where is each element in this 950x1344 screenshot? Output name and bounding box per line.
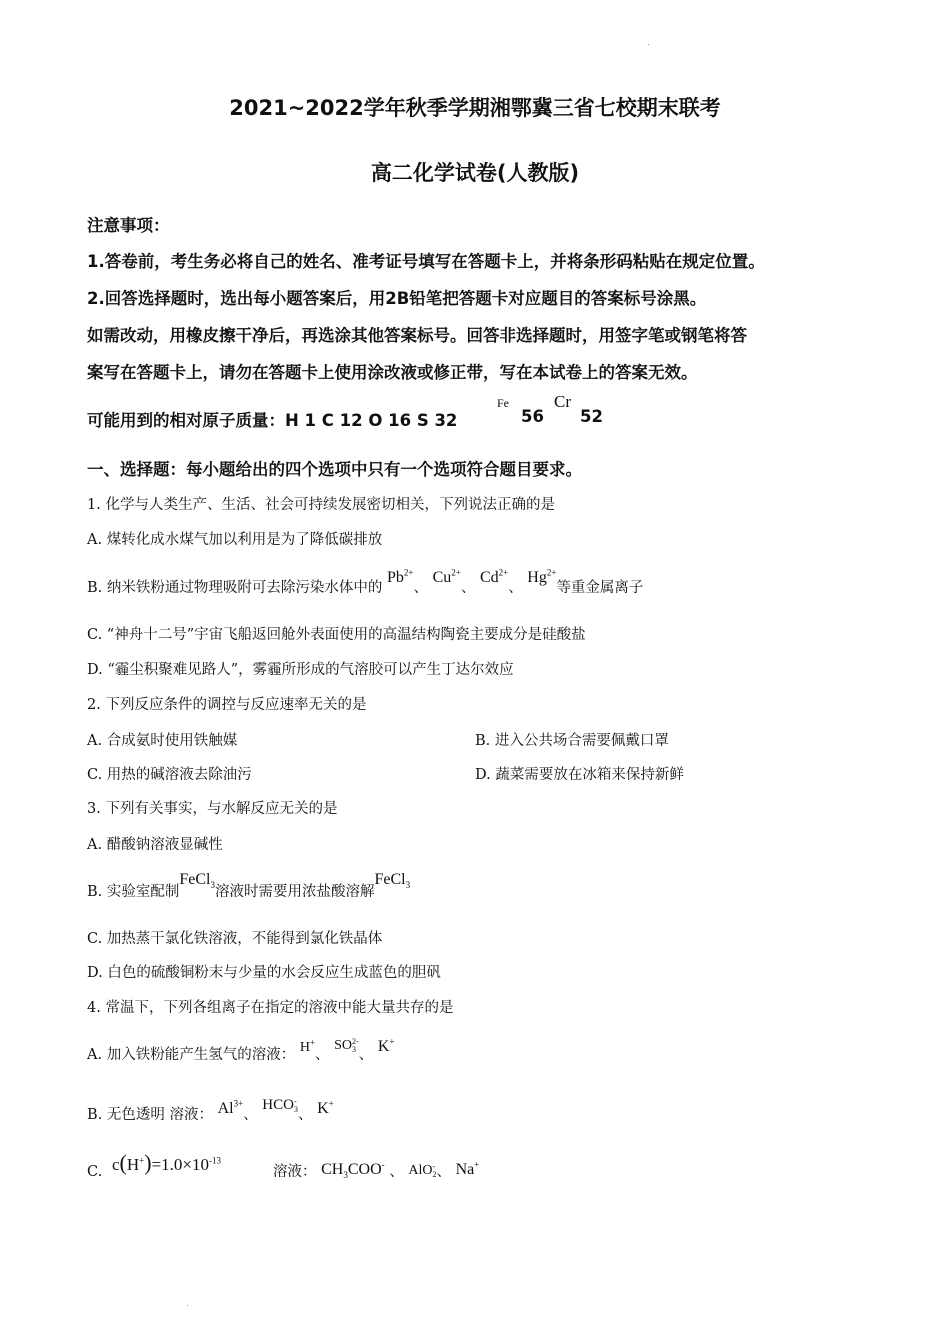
- ion-ch3coo: $CH_3COO^-$: [321, 1159, 385, 1181]
- q2-stem: 2. 下列反应条件的调控与反应速率无关的是: [87, 697, 367, 713]
- formula-fecl3: FeCl$_3$: [179, 871, 215, 891]
- exam-subtitle: 高二化学试卷(人教版): [370, 161, 580, 185]
- ion-al: $Al^{3+}$: [217, 1098, 244, 1117]
- q4-option-b: B. 无色透明 溶液： $Al^{3+}$、 HCO- 3、 K+: [87, 1096, 334, 1123]
- q2-option-a: A. 合成氨时使用铁触媒: [87, 733, 238, 749]
- q1-stem: 1. 化学与人类生产、生活、社会可持续发展密切相关，下列说法正确的是: [87, 497, 555, 513]
- section-1-heading: 一、选择题：每小题给出的四个选项中只有一个选项符合题目要求。: [87, 460, 582, 479]
- q3-option-c: C. 加热蒸干氯化铁溶液，不能得到氯化铁晶体: [87, 931, 383, 947]
- q3-option-b: B. 实验室配制FeCl$_3$溶液时需要用浓盐酸溶解FeCl$_3$: [87, 871, 411, 900]
- ion-so3: SO2- 3: [334, 1036, 359, 1054]
- notes-item-2-cont-1: 如需改动，用橡皮擦干净后，再选涂其他答案标号。回答非选择题时，用签字笔或钢笔将答: [87, 326, 747, 345]
- ion-hg: $Hg^{2+}$: [527, 567, 557, 586]
- exam-title: 2021~2022学年秋季学期湘鄂冀三省七校期末联考: [229, 96, 721, 120]
- atomic-mass-label: 可能用到的相对原子质量：H 1 C 12 O 16 S 32: [87, 411, 458, 430]
- atomic-mass-cr-value: 52: [580, 407, 603, 426]
- atomic-mass-cr-symbol: Cr: [554, 392, 571, 411]
- ion-pb: $Pb^{2+}$: [386, 567, 414, 586]
- q4-stem: 4. 常温下，下列各组离子在指定的溶液中能大量共存的是: [87, 1000, 454, 1016]
- speck: [187, 1305, 188, 1306]
- q1-option-c: C. “神舟十二号”宇宙飞船返回舱外表面使用的高温结构陶瓷主要成分是硅酸盐: [87, 627, 586, 643]
- notes-item-1: 1.答卷前，考生务必将自己的姓名、准考证号填写在答题卡上，并将条形码粘贴在规定位置。: [87, 252, 765, 271]
- q2-option-c: C. 用热的碱溶液去除油污: [87, 767, 252, 783]
- ion-k: K+: [317, 1098, 334, 1117]
- formula-fecl3: FeCl$_3$: [374, 871, 411, 891]
- q3-option-d: D. 白色的硫酸铜粉末与少量的水会反应生成蓝色的胆矾: [87, 965, 441, 981]
- ion-cu: $Cu^{2+}$: [432, 567, 461, 586]
- ion-na: Na+: [455, 1159, 480, 1178]
- ion-hco3: HCO- 3: [262, 1096, 298, 1114]
- ion-h: H+: [299, 1037, 316, 1055]
- atomic-mass-fe-value: 56: [521, 407, 544, 426]
- ion-alo2: AlO- 2: [408, 1161, 437, 1179]
- q1-option-b: B. 纳米铁粉通过物理吸附可去除污染水体中的 $Pb^{2+}$、 $Cu^{2+}$、 $Cd^{2+}$、 $Hg^{2+}$等重金属离子: [87, 567, 644, 596]
- q4-option-c-label: C.: [87, 1164, 103, 1180]
- q1-option-a: A. 煤转化成水煤气加以利用是为了降低碳排放: [87, 532, 383, 548]
- ion-k: K+: [377, 1036, 395, 1055]
- q4-option-c: 溶液： $CH_3COO^-$ 、 AlO- 2、 Na+: [273, 1159, 480, 1181]
- notes-item-2-cont-2: 案写在答题卡上，请勿在答题卡上使用涂改液或修正带，写在本试卷上的答案无效。: [87, 363, 698, 382]
- notes-heading: 注意事项：: [87, 216, 170, 235]
- q3-stem: 3. 下列有关事实，与水解反应无关的是: [87, 801, 338, 817]
- speck: [648, 44, 649, 45]
- q4-option-a: A. 加入铁粉能产生氢气的溶液： H+、 SO2- 3 、 K+: [87, 1036, 395, 1063]
- q4-option-c-condition: $c(H^+)=1.0\times 10^{-13}$: [112, 1150, 221, 1175]
- q3-option-a: A. 醋酸钠溶液显碱性: [87, 837, 223, 853]
- notes-item-2: 2.回答选择题时，选出每小题答案后，用2B铅笔把答题卡对应题目的答案标号涂黑。: [87, 289, 707, 308]
- ion-cd: $Cd^{2+}$: [479, 567, 509, 586]
- q2-option-d: D. 蔬菜需要放在冰箱来保持新鲜: [475, 767, 684, 783]
- atomic-mass-fe-symbol: Fe: [497, 396, 509, 410]
- q1-option-d: D. “霾尘积聚难见路人”，雾霾所形成的气溶胶可以产生丁达尔效应: [87, 662, 514, 678]
- q2-option-b: B. 进入公共场合需要佩戴口罩: [475, 733, 669, 749]
